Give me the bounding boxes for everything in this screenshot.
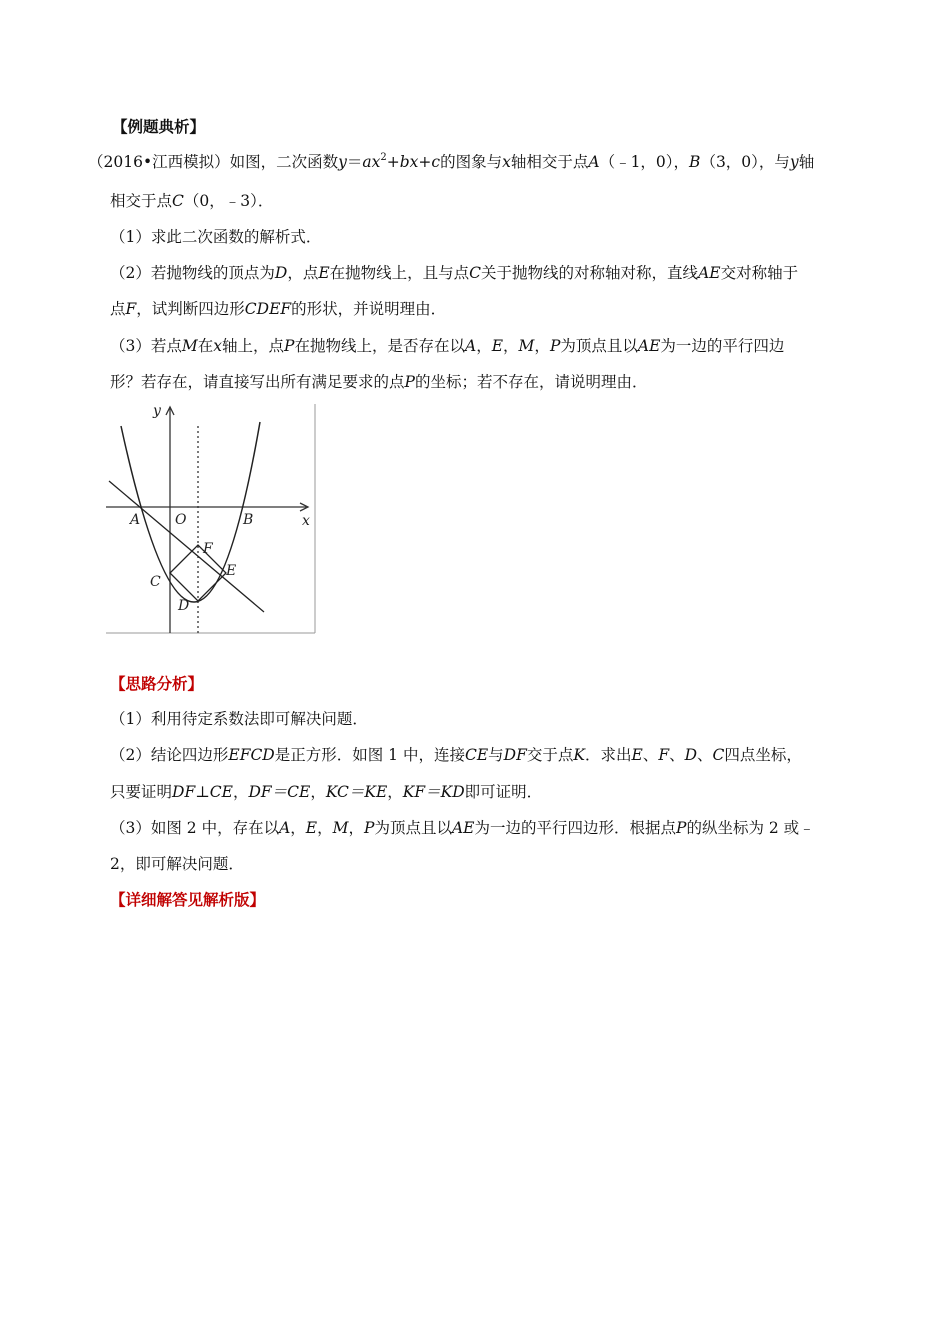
- question-2-line-2: [110, 298, 446, 320]
- text: 在抛物线上，且与点: [329, 264, 470, 282]
- text: 为顶点且以: [560, 337, 638, 355]
- math-K: K: [573, 746, 585, 764]
- label-F: F: [203, 541, 213, 557]
- math-x: x: [213, 337, 223, 355]
- label-B: B: [243, 512, 254, 528]
- text: 交于点: [526, 746, 574, 764]
- math-D: D: [274, 264, 288, 282]
- math: ax: [362, 153, 381, 171]
- question-3-line-1: [110, 335, 784, 357]
- text: ，: [348, 819, 365, 837]
- math-M: M: [332, 819, 349, 837]
- text: 在: [197, 337, 214, 355]
- text: 是正方形．如图 1 中，连接: [274, 746, 465, 764]
- text: 与: [488, 746, 504, 764]
- label-x: x: [302, 513, 310, 529]
- math-C: C: [172, 192, 184, 210]
- math-relation: KC＝KE: [325, 783, 388, 801]
- text: 为一边的平行四边形．根据点: [474, 819, 677, 837]
- text: 四点坐标，: [724, 746, 802, 764]
- math-E: E: [491, 337, 504, 355]
- math-A: A: [464, 337, 477, 355]
- text: ，: [317, 819, 333, 837]
- math-CE: CE: [464, 746, 489, 764]
- math-F: F: [658, 746, 670, 764]
- label-E: E: [226, 563, 237, 579]
- text: ，试判断四边形: [136, 300, 245, 318]
- figure-svg: [106, 404, 316, 634]
- label-D: D: [178, 598, 190, 614]
- parabola-figure: [106, 404, 316, 634]
- label-O: O: [175, 512, 187, 528]
- text: ，: [476, 337, 492, 355]
- text: 相交于点: [110, 192, 173, 210]
- text: （0，﹣3）．: [183, 192, 274, 210]
- text: （2）结论四边形: [110, 746, 229, 764]
- text: 只要证明: [110, 783, 173, 801]
- analysis-step-2-line-2: [110, 781, 542, 803]
- question-1: （1）求此二次函数的解析式．: [110, 228, 322, 246]
- math-B: B: [689, 153, 701, 171]
- math-M: M: [181, 337, 198, 355]
- math-AE: AE: [698, 264, 721, 282]
- text: ，: [534, 337, 550, 355]
- text: （3）若点: [110, 337, 182, 355]
- text: ，: [232, 783, 249, 801]
- detailed-solution-note: 【详细解答见解析版】: [110, 890, 266, 909]
- math-P: P: [404, 373, 415, 391]
- math-EFCD: EFCD: [228, 746, 275, 764]
- math-relation: DF⊥CE: [172, 783, 233, 801]
- math-x: x: [502, 153, 511, 171]
- text: ＝: [346, 153, 363, 171]
- line-AE: [109, 481, 264, 612]
- text: 形？若存在，请直接写出所有满足要求的点: [110, 373, 405, 391]
- text: 如图，二次函数: [229, 153, 339, 171]
- math-P: P: [284, 337, 295, 355]
- math-E: E: [318, 264, 330, 282]
- problem-source: （2016•江西模拟）: [88, 153, 230, 171]
- math-y: y: [338, 153, 347, 171]
- question-2-line-1: [110, 262, 798, 284]
- math-E: E: [305, 819, 318, 837]
- analysis-heading: 【思路分析】: [110, 674, 204, 693]
- math-P: P: [364, 819, 375, 837]
- text: 轴: [798, 153, 815, 171]
- math-relation: KF＝KD: [402, 783, 465, 801]
- analysis-step-1: （1）利用待定系数法即可解决问题．: [110, 710, 368, 728]
- label-C: C: [150, 574, 161, 590]
- text: 即可证明．: [464, 783, 543, 801]
- text: ，: [503, 337, 519, 355]
- math-E: E: [631, 746, 643, 764]
- math-AE: AE: [637, 337, 661, 355]
- text: 交对称轴于: [720, 264, 799, 282]
- math-superscript: 2: [380, 152, 387, 163]
- math-P: P: [549, 337, 561, 355]
- text: 的纵坐标为 2 或﹣: [686, 819, 815, 837]
- text: （3）如图 2 中，存在以: [110, 819, 280, 837]
- text: 、: [697, 746, 713, 764]
- text: （3，0），与: [700, 153, 790, 171]
- question-3-line-2: [110, 371, 647, 393]
- problem-line-2: [110, 190, 273, 212]
- math: +bx+c: [386, 153, 441, 171]
- math-CDEF: CDEF: [244, 300, 292, 318]
- math-D: D: [684, 746, 698, 764]
- math-F: F: [125, 300, 137, 318]
- parabola-curve: [121, 422, 260, 602]
- math-C: C: [469, 264, 482, 282]
- math-A: A: [279, 819, 291, 837]
- text: 、: [642, 746, 659, 764]
- text: 关于抛物线的对称轴对称，直线: [481, 264, 699, 282]
- text: 的坐标；若不存在，请说明理由．: [414, 373, 648, 391]
- label-A: A: [130, 512, 141, 528]
- math-AE: AE: [451, 819, 475, 837]
- problem-line-1: [88, 151, 814, 173]
- label-y: y: [153, 404, 161, 419]
- text: 轴上，点: [222, 337, 285, 355]
- math-y: y: [789, 153, 799, 171]
- text: 为顶点且以: [374, 819, 452, 837]
- text: 轴相交于点: [510, 153, 589, 171]
- text: （﹣1，0），: [599, 153, 690, 171]
- text: 点: [110, 300, 126, 318]
- analysis-step-3-line-1: [110, 817, 815, 839]
- math-A: A: [588, 153, 600, 171]
- text: 的图象与: [440, 153, 503, 171]
- text: （2）若抛物线的顶点为: [110, 264, 275, 282]
- text: ．求出: [584, 746, 632, 764]
- math-DF: DF: [503, 746, 527, 764]
- math-C: C: [712, 746, 725, 764]
- text: ，点: [287, 264, 319, 282]
- math-M: M: [518, 337, 535, 355]
- text: 、: [669, 746, 685, 764]
- analysis-step-3-line-2: 2，即可解决问题．: [110, 855, 244, 873]
- text: 为一边的平行四边: [660, 337, 785, 355]
- text: ，: [387, 783, 403, 801]
- math-P: P: [676, 819, 687, 837]
- text: 在抛物线上，是否存在以: [294, 337, 465, 355]
- math-relation: DF＝CE: [248, 783, 311, 801]
- text: ，: [290, 819, 306, 837]
- example-heading: 【例题典析】: [112, 117, 206, 136]
- text: 的形状，并说明理由．: [291, 300, 447, 318]
- analysis-step-2-line-1: [110, 744, 802, 766]
- text: ，: [310, 783, 326, 801]
